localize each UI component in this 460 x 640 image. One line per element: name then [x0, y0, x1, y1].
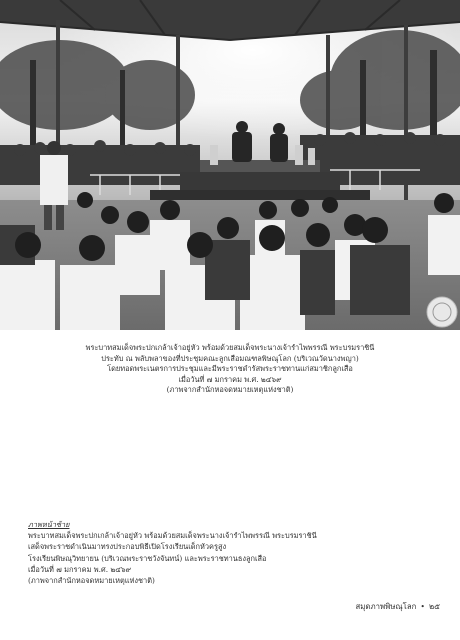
- left-page-caption: [28, 519, 428, 586]
- caption-line: โดยทอดพระเนตรการประชุมและมีพระราชดำรัสพระราชทานแก่สมาชิกลูกเสือ: [107, 364, 353, 374]
- caption-line: เมื่อวันที่ ๗ มกราคม พ.ศ. ๒๔๖๙: [178, 374, 282, 384]
- main-photo-caption: [40, 343, 420, 396]
- caption-line: (ภาพจากสำนักหอจดหมายเหตุแห่งชาติ): [166, 385, 294, 395]
- caption-line: พระบาทสมเด็จพระปกเกล้าเจ้าอยู่หัว พร้อมด้วยสมเด็จพระนางเจ้ารำไพพรรณี พระบรมราชินี: [28, 531, 317, 541]
- book-title: สมุดภาพพิษณุโลก: [355, 602, 417, 611]
- caption-line: เสด็จพระราชดำเนินมาทรงประกอบพิธีเปิดโรงเรียนเด็กหัวครูสูง: [28, 542, 227, 552]
- caption-line: พระบาทสมเด็จพระปกเกล้าเจ้าอยู่หัว พร้อมด้วยสมเด็จพระนางเจ้ารำไพพรรณี พระบรมราชินี: [85, 343, 375, 352]
- page-number: ๒๕: [428, 602, 440, 611]
- page-footer: [356, 601, 440, 613]
- footer-separator: •: [420, 602, 425, 611]
- caption-line: (ภาพจากสำนักหอจดหมายเหตุแห่งชาติ): [28, 576, 155, 586]
- caption-heading: ภาพหน้าซ้าย: [28, 520, 70, 529]
- caption-line: เมื่อวันที่ ๗ มกราคม พ.ศ. ๒๔๖๙: [28, 564, 131, 574]
- caption-line: โรงเรียนพิษณุวิทยายน (บริเวณพระราชวังจันทน์) และพระราชทานธงลูกเสือ: [28, 553, 267, 563]
- caption-line: ประทับ ณ พลับพลาของที่ประชุมคณะลูกเสือมณฑลพิษณุโลก (บริเวณวัดนางพญา): [101, 353, 359, 363]
